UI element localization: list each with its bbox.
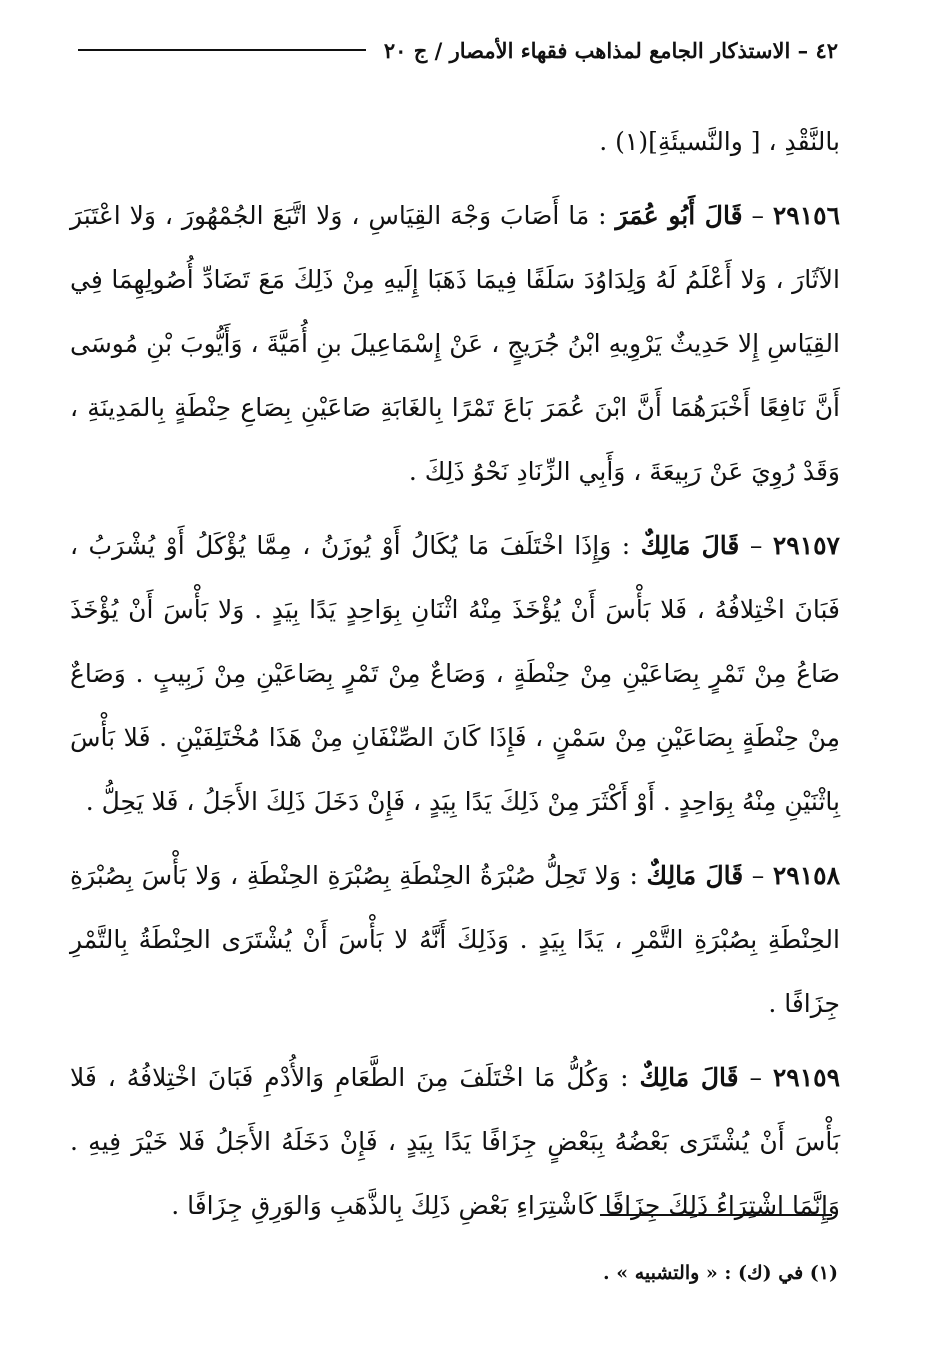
header-rule xyxy=(78,49,366,51)
paragraph-text: : وَكُلُّ مَا اخْتَلَفَ مِنَ الطَّعَامِ وَالأُدْمِ فَبَانَ اخْتِلافُهُ ، فَلا بَأْسَ أَنْ يُشْتَرَى بَعْضُهُ بِبَعْضٍ جِزَافًا يَدًا بِيَدٍ ، فَإِنْ دَخَلَهُ الأَجَلُ فَلا خَيْرَ فِيهِ . وَإِنَّمَا اشْتِرَاءُ ذَلِكَ جِزَافًا كَاشْتِرَاءِ بَعْضِ ذَلِكَ بِالذَّهَبِ وَالوَرِقِ جِزَافًا . xyxy=(70,1063,840,1220)
paragraph-speaker: قَالَ أَبُو عُمَرَ xyxy=(615,201,743,230)
paragraph-speaker: قَالَ مَالِكٌ xyxy=(646,861,744,890)
paragraph-number: ٢٩١٥٦ xyxy=(772,201,841,230)
running-header xyxy=(78,30,838,70)
paragraph-29157: ٢٩١٥٧ – قَالَ مَالِكٌ : وَإِذَا اخْتَلَفَ مَا يُكَالُ أَوْ يُوزَنُ ، مِمَّا يُؤْكَلُ أَوْ يُشْرَبُ ، فَبَانَ اخْتِلافُهُ ، فَلا بَأْسَ أَنْ يُؤْخَذَ مِنْهُ اثْنَانِ بِوَاحِدٍ يَدًا بِيَدٍ . وَلا بَأْسَ أَنْ يُؤْخَذَ صَاعُ مِنْ تَمْرٍ بِصَاعَيْنِ مِنْ حِنْطَةٍ ، وَصَاعٌ مِنْ تَمْرٍ بِصَاعَيْنِ مِنْ زَبِيبٍ . وَصَاعٌ مِنْ حِنْطَةٍ بِصَاعَيْنِ مِنْ سَمْنٍ ، فَإِذَا كَانَ الصِّنْفَانِ مِنْ هَذَا مُخْتَلِفَيْنِ . فَلا بَأْسَ بِاثْنَيْنِ مِنْهُ بِوَاحِدٍ . أَوْ أَكْثَرَ مِنْ ذَلِكَ يَدًا بِيَدٍ ، فَإِنْ دَخَلَ ذَلِكَ الأَجَلُ ، فَلا يَحِلُّ . xyxy=(70,531,840,816)
paragraph-text: : مَا أَصَابَ وَجْهَ القِيَاسِ ، وَلا اتَّبَعَ الجُمْهُورَ ، وَلا اعْتَبَرَ الآثَارَ ، وَلا أَعْلَمُ لَهُ وَلِدَاوُدَ سَلَفًا فِيمَا ذَهَبَا إِلَيهِ مِنْ ذَلِكَ مَعَ تَضَادِّ أُصُولِهِمَا فِي القِيَاسِ إِلا حَدِيثٌ يَرْوِيهِ ابْنُ جُرَيجٍ ، عَنْ إِسْمَاعِيلَ بنِ أُمَيَّةَ ، وَأَيُّوبَ بْنِ مُوسَى أَنَّ نَافِعًا أَخْبَرَهُمَا أَنَّ ابْنَ عُمَرَ بَاعَ تَمْرًا بِالغَابَةِ صَاعَيْنِ بِصَاعِ حِنْطَةٍ بِالمَدِينَةِ ، وَقَدْ رُوِيَ عَنْ رَبِيعَةَ ، وَأَبِي الزِّنَادِ نَحْوُ ذَلِكَ . xyxy=(70,201,840,486)
paragraph-speaker: قَالَ مَالِكٌ xyxy=(639,1063,739,1092)
paragraph-number: ٢٩١٥٨ xyxy=(772,861,840,890)
paragraph-29158: ٢٩١٥٨ – قَالَ مَالِكٌ : وَلا تَحِلُّ صُبْرَةُ الحِنْطَةِ بِصُبْرَةِ الحِنْطَةِ ، وَلا بَأْسَ بِصُبْرَةِ الحِنْطَةِ بِصُبْرَةِ التَّمْرِ ، يَدًا بِيَدٍ . وَذَلِكَ أَنَّهُ لا بَأْسَ أَنْ يُشْتَرَى الحِنْطَةُ بِالتَّمْرِ جِزَافًا . xyxy=(70,861,840,1018)
paragraph-29156: ٢٩١٥٦ – قَالَ أَبُو عُمَرَ : مَا أَصَابَ وَجْهَ القِيَاسِ ، وَلا اتَّبَعَ الجُمْهُورَ ، وَلا اعْتَبَرَ الآثَارَ ، وَلا أَعْلَمُ لَهُ وَلِدَاوُدَ سَلَفًا فِيمَا ذَهَبَا إِلَيهِ مِنْ ذَلِكَ مَعَ تَضَادِّ أُصُولِهِمَا فِي القِيَاسِ إِلا حَدِيثٌ يَرْوِيهِ ابْنُ جُرَيجٍ ، عَنْ إِسْمَاعِيلَ بنِ أُمَيَّةَ ، وَأَيُّوبَ بْنِ مُوسَى أَنَّ نَافِعًا أَخْبَرَهُمَا أَنَّ ابْنَ عُمَرَ بَاعَ تَمْرًا بِالغَابَةِ صَاعَيْنِ بِصَاعِ حِنْطَةٍ بِالمَدِينَةِ ، وَقَدْ رُوِيَ عَنْ رَبِيعَةَ ، وَأَبِي الزِّنَادِ نَحْوُ ذَلِكَ . xyxy=(70,201,841,486)
paragraph-29159: ٢٩١٥٩ – قَالَ مَالِكٌ : وَكُلُّ مَا اخْتَلَفَ مِنَ الطَّعَامِ وَالأُدْمِ فَبَانَ اخْتِلافُهُ ، فَلا بَأْسَ أَنْ يُشْتَرَى بَعْضُهُ بِبَعْضٍ جِزَافًا يَدًا بِيَدٍ ، فَإِنْ دَخَلَهُ الأَجَلُ فَلا خَيْرَ فِيهِ . وَإِنَّمَا اشْتِرَاءُ ذَلِكَ جِزَافًا كَاشْتِرَاءِ بَعْضِ ذَلِكَ بِالذَّهَبِ وَالوَرِقِ جِزَافًا . xyxy=(70,1063,840,1220)
footnote-rule xyxy=(600,1214,832,1216)
paragraph-number: ٢٩١٥٧ xyxy=(772,531,840,560)
paragraph-continuation xyxy=(70,110,840,174)
paragraph-number: ٢٩١٥٩ xyxy=(772,1063,840,1092)
paragraph-text: بالنَّقْدِ ، [ والنَّسيئَةِ](١) . xyxy=(599,127,840,156)
header-title: ٤٢ – الاستذكار الجامع لمذاهب فقهاء الأمصار / ج ٢٠ xyxy=(383,37,838,63)
body-text xyxy=(70,110,840,1248)
footnote: (١) في (ك) : « والتشبيه » . xyxy=(602,1262,838,1284)
paragraph-text: : وَلا تَحِلُّ صُبْرَةُ الحِنْطَةِ بِصُبْرَةِ الحِنْطَةِ ، وَلا بَأْسَ بِصُبْرَةِ الحِنْطَةِ بِصُبْرَةِ التَّمْرِ ، يَدًا بِيَدٍ . وَذَلِكَ أَنَّهُ لا بَأْسَ أَنْ يُشْتَرَى الحِنْطَةُ بِالتَّمْرِ جِزَافًا . xyxy=(70,861,840,1018)
paragraph-speaker: قَالَ مَالِكٌ xyxy=(640,531,740,560)
paragraph-text: : وَإِذَا اخْتَلَفَ مَا يُكَالُ أَوْ يُوزَنُ ، مِمَّا يُؤْكَلُ أَوْ يُشْرَبُ ، فَبَانَ اخْتِلافُهُ ، فَلا بَأْسَ أَنْ يُؤْخَذَ مِنْهُ اثْنَانِ بِوَاحِدٍ يَدًا بِيَدٍ . وَلا بَأْسَ أَنْ يُؤْخَذَ صَاعُ مِنْ تَمْرٍ بِصَاعَيْنِ مِنْ حِنْطَةٍ ، وَصَاعٌ مِنْ تَمْرٍ بِصَاعَيْنِ مِنْ زَبِيبٍ . وَصَاعٌ مِنْ حِنْطَةٍ بِصَاعَيْنِ مِنْ سَمْنٍ ، فَإِذَا كَانَ الصِّنْفَانِ مِنْ هَذَا مُخْتَلِفَيْنِ . فَلا بَأْسَ بِاثْنَيْنِ مِنْهُ بِوَاحِدٍ . أَوْ أَكْثَرَ مِنْ ذَلِكَ يَدًا بِيَدٍ ، فَإِنْ دَخَلَ ذَلِكَ الأَجَلُ ، فَلا يَحِلُّ . xyxy=(70,531,840,816)
